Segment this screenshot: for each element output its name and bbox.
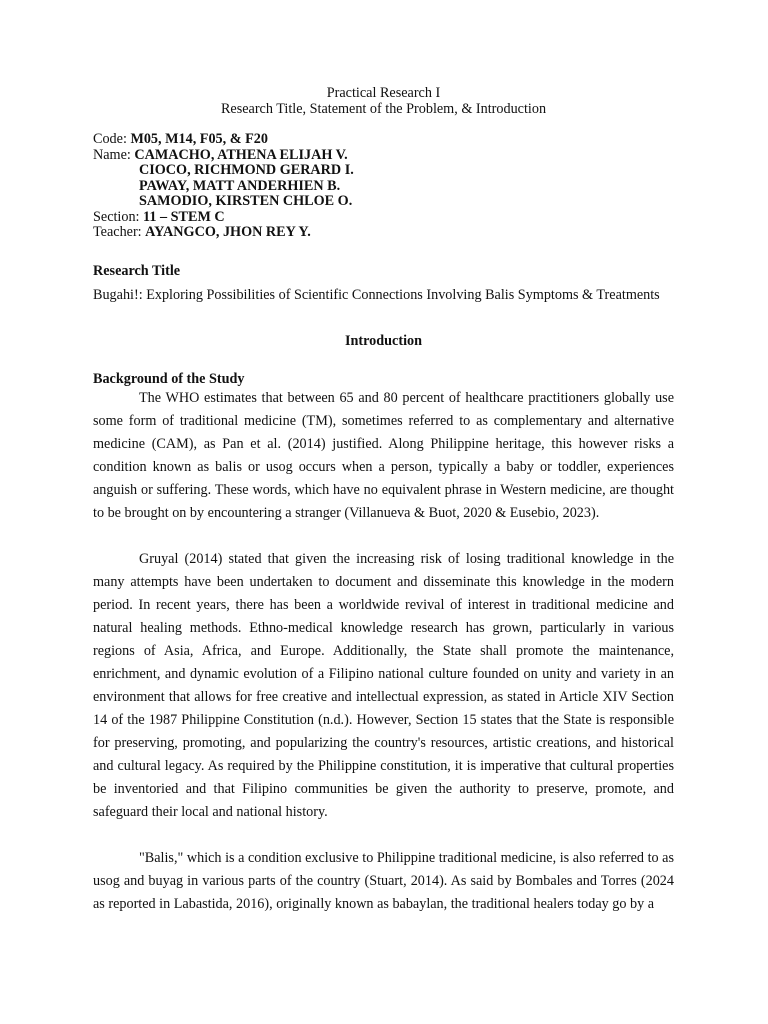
- code-label: Code:: [93, 131, 131, 147]
- introduction-heading: Introduction: [345, 332, 422, 349]
- paragraph: The WHO estimates that between 65 and 80 percent of healthcare practitioners globally use some form of traditional medicine (TM), sometimes referred to as complementary and alternative medicine (CAM), as Pan et al. (2014) justified. Along Philippine heritage, this however risks a condition known as balis or usog occurs when a person, typically a baby or toddler, experiences anguish or suffering. These words, which have no equivalent phrase in Western medicine, are thought to be brought on by encountering a stranger (Villanueva & Buot, 2020 & Eusebio, 2023).: [93, 389, 674, 521]
- course-title: Practical Research I: [326, 85, 441, 101]
- section-value: 11 – STEM C: [143, 208, 225, 225]
- author-name: CAMACHO, ATHENA ELIJAH V.: [134, 146, 348, 163]
- name-line: [93, 148, 674, 164]
- paragraph: Gruyal (2014) stated that given the increasing risk of losing traditional knowledge in the many attempts have been undertaken to document and disseminate this knowledge in the modern period. In recent years, there has been a worldwide revival of interest in traditional medicine and natural healing methods. Ethno-medical knowledge research has grown, particularly in various regions of Asia, Africa, and Europe. Additionally, the State shall promote the maintenance, enrichment, and dynamic evolution of a Filipino national culture founded on unity and variety in an environment that allows for free creative and intellectual expression, as stated in Article XIV Section 14 of the 1987 Philippine Constitution (n.d.). However, Section 15 states that the State is responsible for preserving, promoting, and popularizing the country's resources, artistic creations, and historical and cultural legacy. As required by the Philippine constitution, it is imperative that cultural properties be inventoried and that Filipino communities be given the authority to preserve, promote, and safeguard their local and national history.: [93, 550, 674, 820]
- background-heading: Background of the Study: [93, 370, 245, 387]
- code-value: M05, M14, F05, & F20: [130, 131, 268, 147]
- paragraph: "Balis," which is a condition exclusive to Philippine traditional medicine, is also referred to as usog and buyag in various parts of the country (Stuart, 2014). As said by Bombales and Torres (2024 as reported in Labastida, 2016), originally known as babaylan, the traditional healers today go by a: [93, 849, 674, 912]
- code-line: [93, 132, 674, 148]
- document-header: [93, 86, 674, 117]
- author-name: PAWAY, MATT ANDERHIEN B.: [139, 177, 341, 194]
- teacher-label: Teacher:: [93, 224, 146, 240]
- document-page: [93, 86, 674, 916]
- name-label: Name:: [93, 146, 135, 163]
- document-subtitle: Research Title, Statement of the Problem, & Introduction: [220, 100, 547, 117]
- research-title-heading: Research Title: [93, 262, 181, 279]
- section-label: Section:: [93, 208, 144, 225]
- teacher-line: [93, 225, 674, 241]
- author-name: SAMODIO, KIRSTEN CHLOE O.: [139, 193, 353, 209]
- research-title-text: Bugahi!: Exploring Possibilities of Scientific Connections Involving Balis Symptoms & Treatments: [93, 286, 660, 303]
- author-name: CIOCO, RICHMOND GERARD I.: [139, 162, 354, 178]
- teacher-value: AYANGCO, JHON REY Y.: [145, 224, 311, 240]
- author-info: [93, 132, 674, 241]
- section-line: [93, 210, 674, 226]
